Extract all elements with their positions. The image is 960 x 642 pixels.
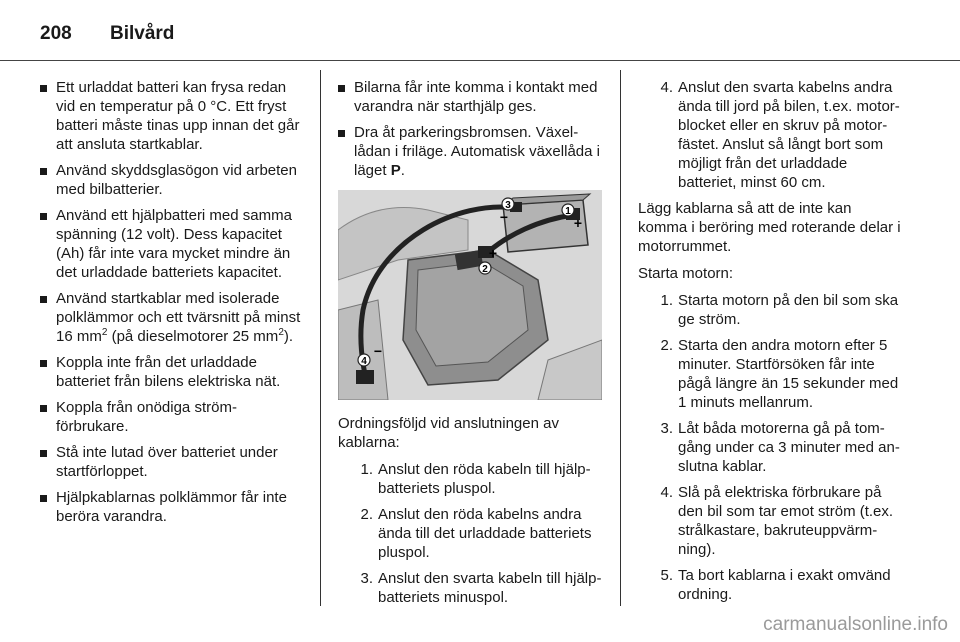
bullet-square-icon [338, 130, 345, 137]
connection-steps-continued [654, 78, 902, 192]
page-header [40, 18, 174, 50]
callout-2-label: 2 [482, 264, 488, 275]
list-item: 1. Anslut den röda kabeln till hjälpbatteriets pluspol. [360, 461, 591, 497]
bullet-square-icon [40, 495, 47, 502]
bullet-square-icon [40, 405, 47, 412]
bullet-item: Använd ett hjälpbatteri med samma spänning (12 volt). Dess kapacitet (Ah) får inte vara mycket mindre än det urladdade batteriets kapacitet. [40, 206, 302, 282]
bullet-square-icon [40, 168, 47, 175]
bullet-item: Använd skyddsglasögon vid arbeten med bilbatterier. [40, 161, 302, 199]
column-middle [338, 78, 602, 614]
list-item: 2. Starta den andra motorn efter 5 minuter. Startförsöken får inte pågå längre än 15 sekunder med 1 minuts mellanrum. [660, 337, 899, 411]
list-item: 3. Anslut den svarta kabeln till hjälpbatteriets minuspol. [360, 570, 602, 606]
bullet-item: Stå inte lutad över batteriet under startförloppet. [40, 443, 302, 481]
bullet-square-icon [338, 85, 345, 92]
column-divider [620, 70, 621, 606]
plus-sign: + [488, 245, 498, 261]
connection-steps [354, 460, 602, 607]
bullet-item: Ett urladdat batteri kan frysa redan vid en temperatur på 0 °C. Ett fryst batteri måste tinas upp innan det går att ansluta startkablar. [40, 78, 302, 154]
cable-routing-paragraph: Lägg kablarna så att de inte kan komma i beröring med roterande delar i motorrummet. [638, 200, 901, 255]
plus-sign: + [573, 215, 583, 231]
jump-start-illustration [338, 190, 602, 400]
callout-4-label: 4 [361, 356, 367, 367]
start-intro: Starta motorn: [638, 265, 734, 282]
bullet-square-icon [40, 360, 47, 367]
list-item: 2. Anslut den röda kabelns andra ända till det urladdade batteriets pluspol. [360, 506, 592, 561]
bullet-square-icon [40, 213, 47, 220]
bullet-item: Koppla inte från det urladdade batteriet från bilens elektriska nät. [40, 353, 302, 391]
gear-position-p: P [390, 162, 401, 179]
page-number: 208 [40, 23, 72, 44]
list-item: 4. Anslut den svarta kabelns andra ända till jord på bilen, t.ex. motorblocket eller en skruv på motorfästet. Anslut så långt bort som möjligt från det urladdade batteriet, minst 60 cm. [660, 79, 900, 191]
engine-bay-drawing [338, 190, 602, 400]
watermark: carmanualsonline.info [763, 614, 948, 635]
callout-3-label: 3 [505, 200, 511, 211]
section-title: Bilvård [110, 23, 175, 44]
bullet-item: Koppla från onödiga strömförbrukare. [40, 398, 302, 436]
minus-sign: − [373, 343, 383, 359]
order-intro: Ordningsföljd vid anslutningen av kablarna: [338, 415, 559, 451]
list-item: 5. Ta bort kablarna i exakt omvänd ordning. [660, 567, 891, 603]
header-rule [0, 60, 960, 61]
list-item: 4. Slå på elektriska förbrukare på den bil som tar emot ström (t.ex. strålkastare, bakruteuppvärmning). [660, 484, 894, 558]
bullet-square-icon [40, 296, 47, 303]
minus-sign: − [499, 209, 509, 225]
column-left [40, 78, 302, 533]
column-divider [320, 70, 321, 606]
bullet-item: Hjälpkablarnas polklämmor får inte beröra varandra. [40, 488, 302, 526]
start-steps [654, 291, 902, 604]
bullet-square-icon [40, 450, 47, 457]
callout-1-label: 1 [565, 206, 571, 217]
column-right [638, 78, 902, 611]
bullet-square-icon [40, 85, 47, 92]
list-item: 1. Starta motorn på den bil som ska ge ström. [660, 292, 899, 328]
bullet-item-cables: Använd startkablar med isolerade polklämmor och ett tvärsnitt på minst 16 $mm^2$ (på dieselmotorer 25 $mm^2$). [40, 289, 302, 346]
bullet-item: Dra åt parkeringsbromsen. Växellådan i friläge. Automatisk växellåda i läget P. [338, 123, 602, 180]
bullet-item: Bilarna får inte komma i kontakt med varandra när starthjälp ges. [338, 78, 602, 116]
list-item: 3. Låt båda motorerna gå på tomgång under ca 3 minuter med anslutna kablar. [660, 420, 900, 475]
